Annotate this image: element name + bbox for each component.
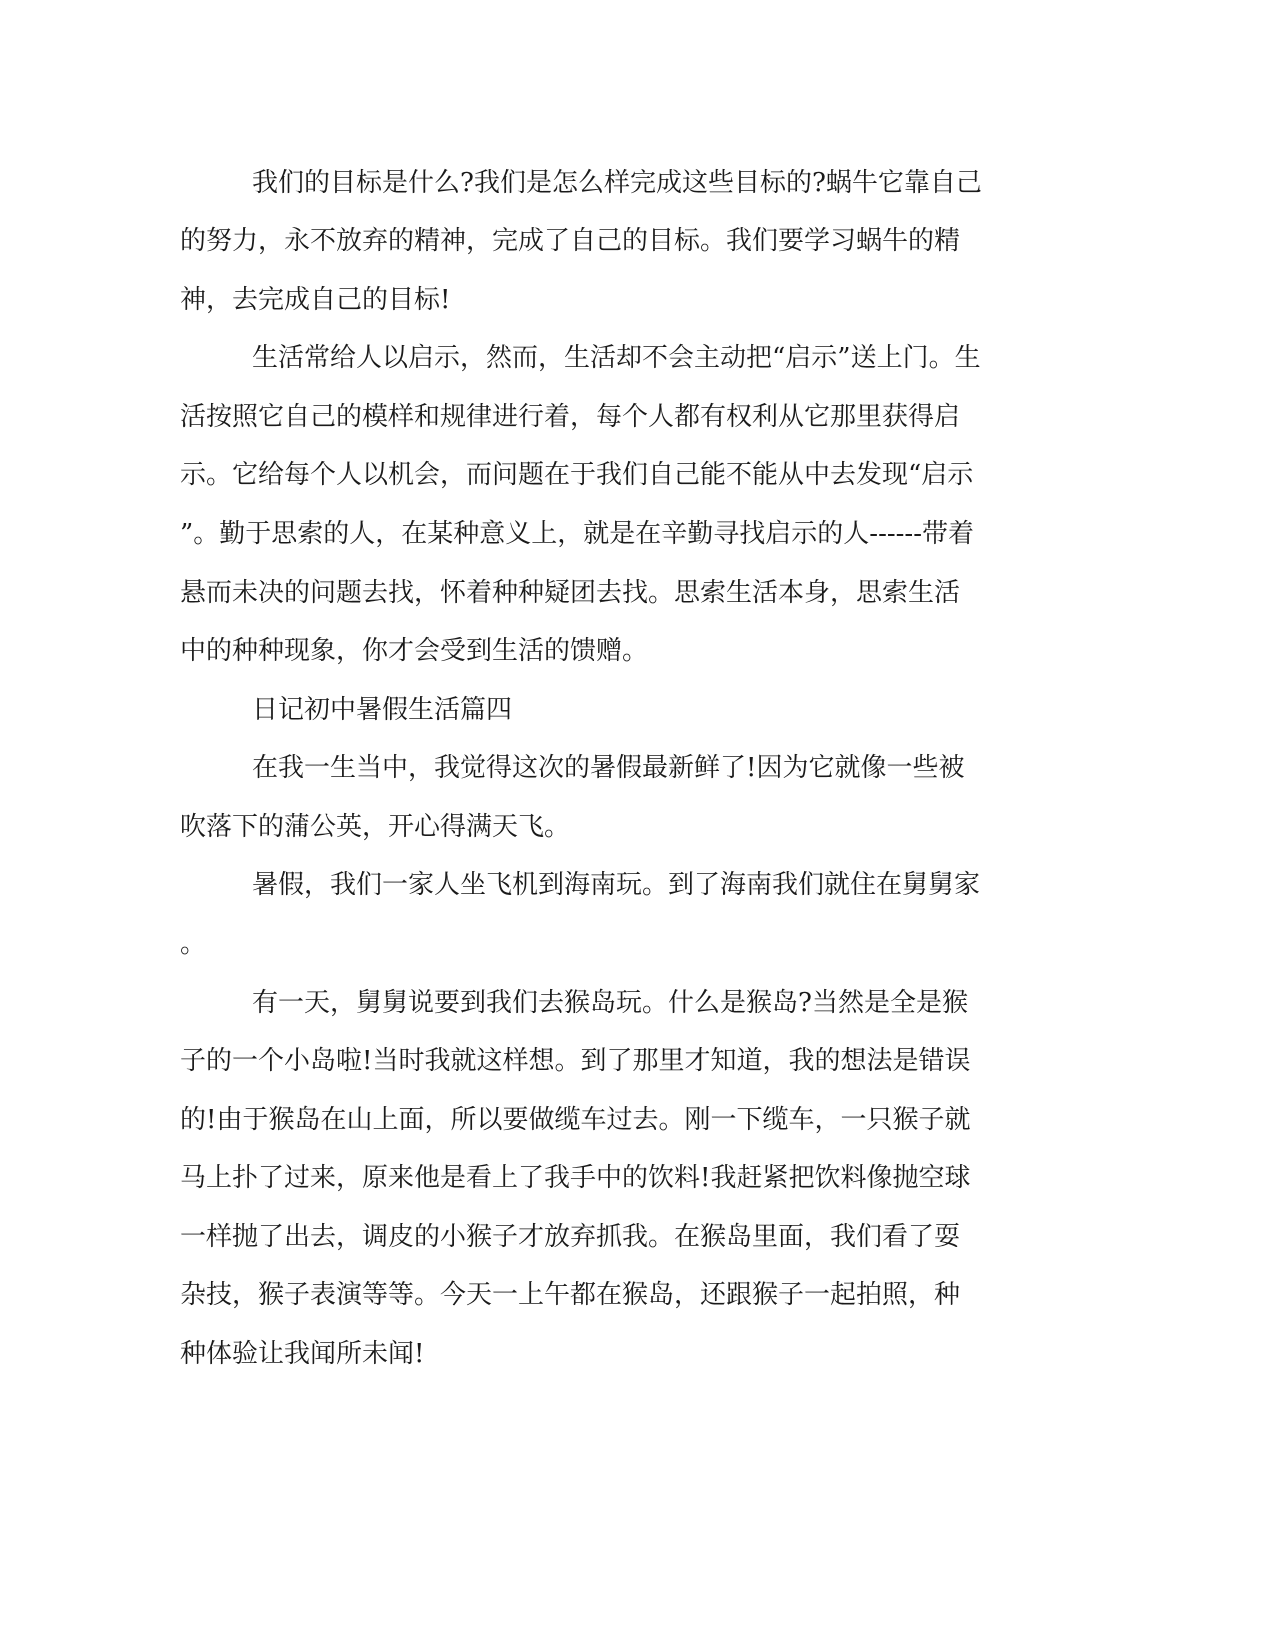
text-line: 子的一个小岛啦!当时我就这样想。到了那里才知道，我的想法是错误	[180, 1046, 971, 1076]
text-line: 的!由于猴岛在山上面，所以要做缆车过去。刚一下缆车，一只猴子就	[180, 1105, 971, 1135]
text-line: 神，去完成自己的目标!	[180, 285, 451, 315]
text-line: 有一天，舅舅说要到我们去猴岛玩。什么是猴岛?当然是全是猴	[252, 988, 968, 1018]
text-line: 生活常给人以启示，然而，生活却不会主动把“启示”送上门。生	[252, 343, 981, 373]
text-line: 吹落下的蒲公英，开心得满天飞。	[180, 812, 571, 842]
text-line: 活按照它自己的模样和规律进行着，每个人都有权利从它那里获得启	[180, 402, 961, 432]
text-line: 马上扑了过来，原来他是看上了我手中的饮料!我赶紧把饮料像抛空球	[180, 1163, 971, 1193]
section-heading: 日记初中暑假生活篇四	[252, 695, 513, 725]
text-line: 中的种种现象，你才会受到生活的馈赠。	[180, 636, 649, 666]
text-line: 。	[180, 929, 207, 959]
text-line: 杂技，猴子表演等等。今天一上午都在猴岛，还跟猴子一起拍照，种	[180, 1280, 961, 1310]
text-line: 我们的目标是什么?我们是怎么样完成这些目标的?蜗牛它靠自己	[252, 168, 982, 198]
text-line: 示。它给每个人以机会，而问题在于我们自己能不能从中去发现“启示	[180, 460, 974, 490]
text-line: 在我一生当中，我觉得这次的暑假最新鲜了!因为它就像一些被	[252, 753, 965, 783]
text-line: 一样抛了出去，调皮的小猴子才放弃抓我。在猴岛里面，我们看了耍	[180, 1222, 961, 1252]
text-line: 悬而未决的问题去找，怀着种种疑团去找。思索生活本身，思索生活	[180, 578, 961, 608]
text-line: ”。勤于思索的人，在某种意义上，就是在辛勤寻找启示的人------带着	[180, 519, 975, 549]
text-line: 种体验让我闻所未闻!	[180, 1339, 425, 1369]
text-line: 暑假，我们一家人坐飞机到海南玩。到了海南我们就住在舅舅家	[252, 870, 981, 900]
text-line: 的努力，永不放弃的精神，完成了自己的目标。我们要学习蜗牛的精	[180, 226, 961, 256]
